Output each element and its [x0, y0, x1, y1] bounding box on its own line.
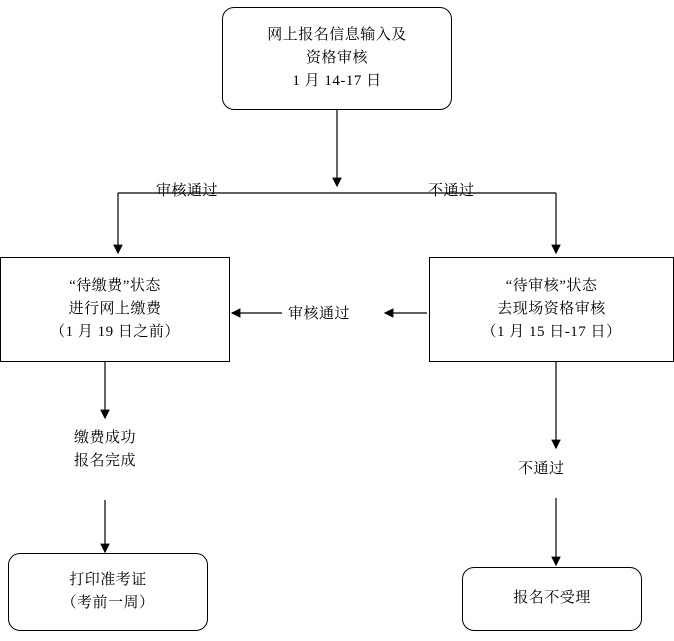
node-online-registration: [222, 7, 452, 110]
node-pending-payment-line-2: 进行网上缴费: [68, 300, 162, 317]
node-pending-payment-line-3: （1 月 19 日之前）: [50, 324, 180, 341]
node-registration-rejected-line-1: 报名不受理: [513, 590, 591, 607]
node-print-admission-ticket: [8, 553, 208, 631]
node-print-admission-ticket-line-1: 打印准考证: [69, 571, 147, 588]
annotation-payment-success-line-2: 报名完成: [73, 452, 136, 469]
node-pending-review-line-1: “待审核”状态: [505, 277, 598, 294]
annotation-payment-success-line-1: 缴费成功: [73, 430, 136, 446]
node-online-registration-line-1: 网上报名信息输入及: [267, 26, 407, 43]
node-pending-review-line-2: 去现场资格审核: [497, 300, 606, 317]
edge-label-review-failed-bottom: 不通过: [518, 461, 565, 477]
node-pending-payment: [0, 257, 230, 362]
edge-label-review-passed-top: 审核通过: [156, 183, 219, 199]
node-pending-payment-line-1: “待缴费”状态: [69, 277, 161, 294]
node-online-registration-line-2: 资格审核: [305, 49, 368, 66]
edge-label-review-passed-middle: 审核通过: [288, 306, 351, 322]
node-pending-review: [429, 257, 674, 362]
node-online-registration-line-3: 1 月 14-17 日: [292, 73, 382, 90]
annotation-payment-success: [45, 427, 165, 472]
node-pending-review-line-3: （1 月 15 日-17 日）: [481, 324, 622, 341]
edge-label-review-failed-top: 不通过: [428, 183, 475, 199]
node-print-admission-ticket-line-2: （考前一周）: [61, 595, 155, 611]
node-registration-rejected: [462, 567, 642, 631]
